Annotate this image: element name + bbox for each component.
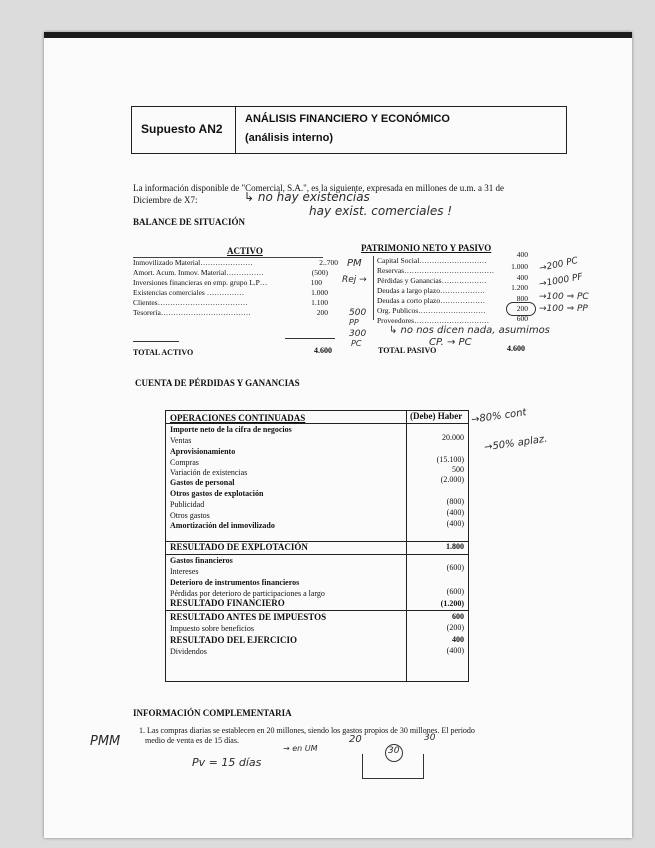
handwritten-30-circled: 30 xyxy=(388,746,400,756)
header-divider xyxy=(235,107,236,153)
pyg-col-divider xyxy=(406,411,407,681)
complementaria-item-1-line-2: medio de venta es de 15 días. xyxy=(145,736,239,745)
pyg-row-value: (15.100) xyxy=(436,455,464,464)
pasivo-label: Proveedores………………………… xyxy=(377,316,490,325)
resultado-ejercicio-label: RESULTADO DEL EJERCICIO xyxy=(170,635,298,645)
pyg-row-label: Publicidad xyxy=(170,500,205,509)
dividendos-value: (400) xyxy=(446,646,464,655)
header-box xyxy=(131,106,567,154)
handwritten-pmm: PMM xyxy=(90,734,121,749)
handwritten-note-exist-comerciales: hay exist. comerciales ! xyxy=(309,204,453,218)
handwritten-300: 300 xyxy=(349,329,367,339)
pasivo-value: 1.200 xyxy=(511,283,528,292)
handwritten-rej: Rej → xyxy=(342,275,367,285)
pyg-fin-label: Pérdidas por deterioro de participaciones a largo xyxy=(170,589,325,598)
pyg-val-header: (Debe) Haber xyxy=(410,411,463,421)
handwritten-100pc: →100 ⇒ PC xyxy=(539,292,589,302)
complementaria-title: INFORMACIÓN COMPLEMENTARIA xyxy=(133,708,292,718)
pyg-row-value: 500 xyxy=(452,465,464,474)
resultado-financiero-label: RESULTADO FINANCIERO xyxy=(170,598,285,608)
pasivo-value: 1.000 xyxy=(511,262,528,271)
activo-label: Amort. Acum. Inmov. Material…………… xyxy=(133,268,264,277)
pyg-fin-label: Intereses xyxy=(170,567,199,576)
resultado-antes-label: RESULTADO ANTES DE IMPUESTOS xyxy=(170,612,327,622)
pyg-header-rule xyxy=(166,423,468,424)
pasivo-label: Deudas a largo plazo……………… xyxy=(377,286,485,295)
total-activo-rule xyxy=(133,341,179,342)
pyg-table xyxy=(165,410,469,682)
total-activo-label: TOTAL ACTIVO xyxy=(133,348,194,357)
impuesto-label: Impuesto sobre beneficios xyxy=(170,624,254,633)
activo-label: Inmovilizado Material………………… xyxy=(133,258,253,267)
pyg-row-label: Gastos de personal xyxy=(170,478,235,487)
activo-row xyxy=(133,258,253,267)
pyg-fin-label: Gastos financieros xyxy=(170,556,233,565)
handwritten-pp: PP xyxy=(349,318,359,327)
handwritten-1000pf: →1000 PF xyxy=(538,272,584,290)
activo-value: 1.000 xyxy=(311,288,328,297)
pyg-row-value: (2.000) xyxy=(440,475,464,484)
intro-line-1: La información disponible de "Comercial, S.A.", es la siguiente, expresada en millones de u.m. a 31 de xyxy=(133,183,504,193)
pyg-fin-label: Deterioro de instrumentos financieros xyxy=(170,578,300,587)
impuesto-value: (200) xyxy=(446,623,464,632)
pasivo-bracket xyxy=(373,256,374,320)
activo-header: ACTIVO xyxy=(227,246,263,256)
pyg-row-label: Compras xyxy=(170,458,199,467)
resultado-ejercicio-value: 400 xyxy=(452,635,464,644)
pasivo-value: 600 xyxy=(516,314,528,323)
pasivo-label: Deudas a corto plazo……………… xyxy=(377,296,486,305)
pyg-row-label: Importe neto de la cifra de negocios xyxy=(170,425,292,434)
handwritten-pm: PM xyxy=(347,258,362,269)
activo-label: Inversiones financieras en emp. grupo L.P… xyxy=(133,278,268,287)
activo-value: 2..700 xyxy=(319,258,338,267)
document-page xyxy=(44,32,632,838)
header-title: ANÁLISIS FINANCIERO Y ECONÓMICO xyxy=(245,113,450,125)
pyg-row-value: (800) xyxy=(446,497,464,506)
pyg-row-label: Aprovisionamiento xyxy=(170,447,236,456)
resultado-financiero-value: (1.200) xyxy=(440,599,464,608)
pasivo-header: PATRIMONIO NETO Y PASIVO xyxy=(361,243,492,253)
pyg-col-header: OPERACIONES CONTINUADAS xyxy=(170,413,306,423)
resultado-explotacion-value: 1.800 xyxy=(446,542,464,551)
total-pasivo-label: TOTAL PASIVO xyxy=(378,346,437,355)
activo-value: 200 xyxy=(316,308,328,317)
handwritten-20: 20 xyxy=(349,734,362,745)
pasivo-label: Org. Publicos……………………… xyxy=(377,306,486,315)
handwritten-note-cp-pc: CP. → PC xyxy=(429,337,472,348)
total-pasivo-value: 4.600 xyxy=(507,344,525,353)
handwritten-tank-sketch xyxy=(362,754,424,779)
pasivo-value: 400 xyxy=(516,273,528,282)
handwritten-aplaz: →50% aplaz. xyxy=(483,433,549,454)
activo-label: Existencias comerciales …………… xyxy=(133,288,245,297)
handwritten-500: 500 xyxy=(349,308,367,318)
activo-value: (500) xyxy=(311,268,328,277)
pyg-row-label: Otros gastos xyxy=(170,511,210,520)
pyg-fin-value: (600) xyxy=(446,587,464,596)
header-subtitle: (análisis interno) xyxy=(245,132,334,144)
case-code: Supuesto AN2 xyxy=(141,122,223,136)
pasivo-label: Reservas……………………………… xyxy=(377,266,495,275)
pyg-row-label: Amortización del inmovilizado xyxy=(170,521,275,530)
handwritten-en-um: → en UM xyxy=(283,744,318,753)
handwritten-note-asumimos: ↳ no nos dicen nada, asumimos xyxy=(389,325,550,336)
activo-value: 100 xyxy=(310,278,322,287)
balance-title: BALANCE DE SITUACIÓN xyxy=(133,217,246,227)
activo-sum-rule xyxy=(285,338,335,339)
pasivo-value: 800 xyxy=(516,294,528,303)
handwritten-cont: →80% cont xyxy=(470,407,528,426)
pasivo-value: 400 xyxy=(516,250,528,259)
pyg-row-label: Otros gastos de explotación xyxy=(170,489,264,498)
pyg-row-value: (400) xyxy=(446,519,464,528)
activo-label: Tesorería……………………………… xyxy=(133,308,251,317)
pyg-rule xyxy=(166,554,468,555)
handwritten-note-no-existencias: ↳ no hay existencias xyxy=(244,190,370,204)
pyg-rule xyxy=(166,610,468,611)
dividendos-label: Dividendos xyxy=(170,647,207,656)
handwritten-100pp: →100 ⇒ PP xyxy=(539,304,588,314)
circled-value-mark xyxy=(506,302,536,316)
activo-label: Clientes……………………………… xyxy=(133,298,248,307)
pyg-fin-value: (600) xyxy=(446,563,464,572)
total-activo-value: 4.600 xyxy=(314,346,332,355)
pyg-row-value: 20.000 xyxy=(442,433,464,442)
intro-line-2: Diciembre de X7: xyxy=(133,195,198,205)
pasivo-label: Pérdidas y Ganancias……………… xyxy=(377,276,487,285)
pasivo-value: 200 xyxy=(516,304,528,313)
pyg-title: CUENTA DE PÉRDIDAS Y GANANCIAS xyxy=(135,378,300,388)
handwritten-pc: PC xyxy=(351,339,362,348)
handwritten-30-top: 30 xyxy=(424,733,436,743)
handwritten-pv: Pv = 15 días xyxy=(192,756,262,769)
pyg-row-label: Variación de existencias xyxy=(170,468,248,477)
handwritten-200pc: →200 PC xyxy=(538,256,579,274)
resultado-antes-value: 600 xyxy=(452,612,464,621)
complementaria-item-1-line-1: 1. Las compras diarias se establecen en 20 millones, siendo los gastos propios de 30 millones. El periodo xyxy=(139,726,475,735)
pyg-row-value: (400) xyxy=(446,508,464,517)
pyg-row-label: Ventas xyxy=(170,436,192,445)
resultado-explotacion-label: RESULTADO DE EXPLOTACIÓN xyxy=(170,542,308,552)
pasivo-label: Capital Social……………………… xyxy=(377,256,487,265)
activo-value: 1.100 xyxy=(311,298,328,307)
